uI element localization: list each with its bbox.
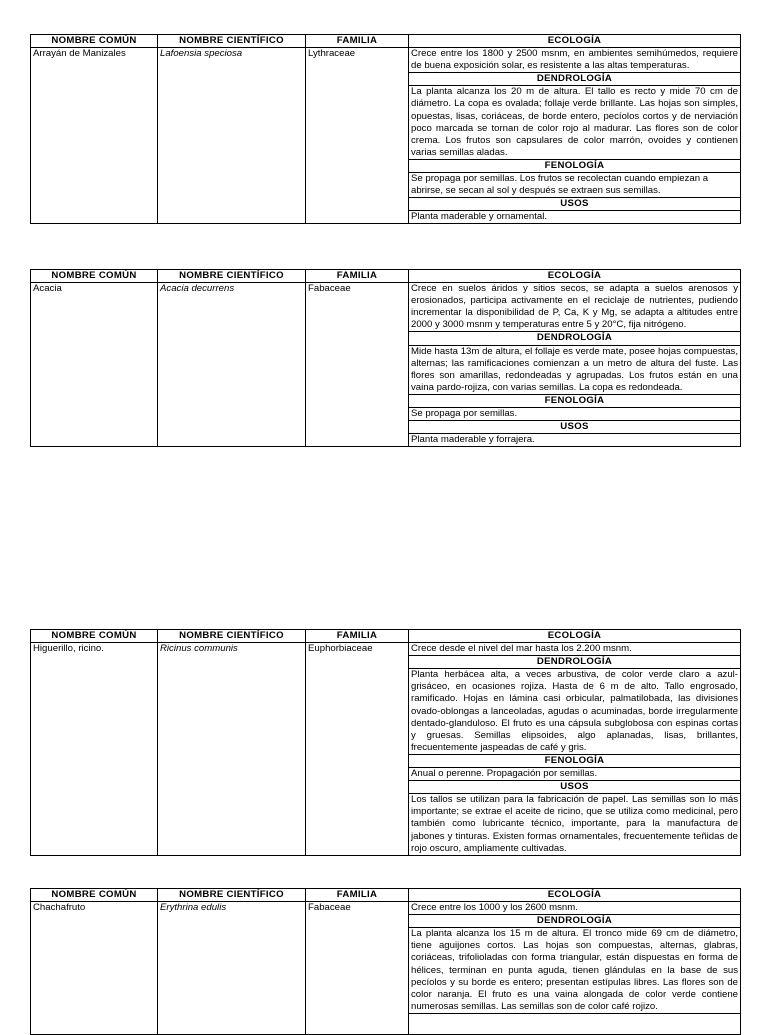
family: Lythraceae	[306, 48, 409, 224]
header-family: FAMILIA	[306, 889, 409, 902]
scientific-name: Lafoensia speciosa	[158, 48, 306, 224]
section-dendrology-title: DENDROLOGÍA	[409, 73, 741, 86]
header-row	[31, 889, 741, 902]
species-table-higuerillo	[30, 629, 741, 856]
phenology-text: Se propaga por semillas. Los frutos se recolectan cuando empiezan a abrirse, se secan al sol y después se extraen sus semillas.	[409, 173, 741, 198]
header-common-name: NOMBRE COMÚN	[31, 630, 158, 643]
ecology-row	[31, 643, 741, 656]
ecology-text: Crece desde el nivel del mar hasta los 2.200 msnm.	[409, 643, 741, 656]
header-row	[31, 630, 741, 643]
header-family: FAMILIA	[306, 270, 409, 283]
section-uses-title: USOS	[409, 781, 741, 794]
phenology-text: Anual o perenne. Propagación por semillas.	[409, 768, 741, 781]
ecology-text: Crece en suelos áridos y sitios secos, se adapta a suelos arenosos y erosionados, participa activamente en el reciclaje de nutrientes, pudiendo incrementar la disponibilidad de P, Ca, K y Mg, se adapta a altitudes entre 2000 y 3000 msnm y temperaturas entre 5 y 20°C, fija nitrógeno.	[409, 283, 741, 332]
section-phenology-title: FENOLOGÍA	[409, 159, 741, 172]
section-dendrology-title: DENDROLOGÍA	[409, 332, 741, 345]
section-uses-title: USOS	[409, 198, 741, 211]
common-name: Arrayán de Manizales	[31, 48, 158, 224]
family: Fabaceae	[306, 283, 409, 447]
uses-text: Los tallos se utilizan para la fabricación de papel. Las semillas son lo más importante; se extrae el aceite de ricino, que se utiliza como medicinal, pero también como lubricante técnico, importante, para la manufactura de jabones y tinturas. Existen formas ornamentales, frecuentemente teñidas de rojo oscuro, ampliamente cultivadas.	[409, 794, 741, 855]
family: Fabaceae	[306, 902, 409, 1035]
dendrology-text: La planta alcanza los 20 m de altura. El tallo es recto y mide 70 cm de diámetro. La copa es ovalada; follaje verde brillante. Las hojas son simples, opuestas, lisas, coriáceas, de borde entero, pecíolos cortos y de nerviación poco marcada se tornan de color rojo al madurar. Las flores son de color crema. Los frutos son capsulares de color marrón, ovoides y contienen varias semillas aladas.	[409, 86, 741, 160]
header-family: FAMILIA	[306, 630, 409, 643]
header-common-name: NOMBRE COMÚN	[31, 270, 158, 283]
common-name: Higuerillo, ricino.	[31, 643, 158, 856]
section-ecology-title: ECOLOGÍA	[409, 270, 741, 283]
section-uses-title: USOS	[409, 421, 741, 434]
section-ecology-title: ECOLOGÍA	[409, 889, 741, 902]
header-common-name: NOMBRE COMÚN	[31, 35, 158, 48]
header-family: FAMILIA	[306, 35, 409, 48]
section-dendrology-title: DENDROLOGÍA	[409, 656, 741, 669]
ecology-row	[31, 48, 741, 73]
header-scientific-name: NOMBRE CIENTÍFICO	[158, 630, 306, 643]
scientific-name: Acacia decurrens	[158, 283, 306, 447]
section-ecology-title: ECOLOGÍA	[409, 35, 741, 48]
ecology-text: Crece entre los 1000 y los 2600 msnm.	[409, 902, 741, 915]
section-phenology-title: FENOLOGÍA	[409, 754, 741, 767]
uses-text: Planta maderable y ornamental.	[409, 211, 741, 224]
species-table-acacia	[30, 269, 741, 447]
header-scientific-name: NOMBRE CIENTÍFICO	[158, 889, 306, 902]
header-scientific-name: NOMBRE CIENTÍFICO	[158, 270, 306, 283]
family: Euphorbiaceae	[306, 643, 409, 856]
ecology-row	[31, 283, 741, 332]
species-table-chachafruto	[30, 888, 741, 1035]
common-name: Acacia	[31, 283, 158, 447]
dendrology-text: Mide hasta 13m de altura, el follaje es verde mate, posee hojas compuestas, alternas; las ramificaciones comienzan a un metro de altura del fuste. Las flores son amarillas, redondeadas y agrupadas. Los frutos están en una vaina pardo-rojiza, con varias semillas. La copa es redondeada.	[409, 345, 741, 394]
scientific-name: Erythrina edulis	[158, 902, 306, 1035]
ecology-row	[31, 902, 741, 915]
dendrology-text: Planta herbácea alta, a veces arbustiva, de color verde claro a azul-grisáceo, en ocasiones rojiza. Hasta de 6 m de alto. Tallo engrosado, ramificado. Hojas en lámina casi orbicular, palmatilobada, las divisiones ovado-oblongas a lanceoladas, agudas o acuminadas, borde irregularmente dentado-glanduloso. El fruto es una cápsula subglobosa con espinas cortas y gruesas. Semillas elipsoides, algo aplanadas, lisas, brillantes, frecuentemente jaspeadas de café y gris.	[409, 669, 741, 755]
phenology-text: Se propaga por semillas.	[409, 408, 741, 421]
header-common-name: NOMBRE COMÚN	[31, 889, 158, 902]
common-name: Chachafruto	[31, 902, 158, 1035]
section-ecology-title: ECOLOGÍA	[409, 630, 741, 643]
header-row	[31, 35, 741, 48]
species-table-arrayan	[30, 34, 741, 224]
ecology-text: Crece entre los 1800 y 2500 msnm, en ambientes semihúmedos, requiere de buena exposición solar, es resistente a las altas temperaturas.	[409, 48, 741, 73]
section-dendrology-title: DENDROLOGÍA	[409, 915, 741, 928]
scientific-name: Ricinus communis	[158, 643, 306, 856]
uses-text: Planta maderable y forrajera.	[409, 434, 741, 447]
header-scientific-name: NOMBRE CIENTÍFICO	[158, 35, 306, 48]
header-row	[31, 270, 741, 283]
section-phenology-title: FENOLOGÍA	[409, 394, 741, 407]
dendrology-text: La planta alcanza los 15 m de altura. El tronco mide 69 cm de diámetro, tiene aguijones cortos. Las hojas son compuestas, alternas, glabras, coriáceas, trifolioladas con forma triangular, están dispuestas en forma de hélices, terminan en punta aguda, tienen glándulas en la base de sus pecíolos y su borde es entero; presentan estípulas libres. Las flores son de color naranja. El fruto es una vaina alongada de color verde contiene numerosas semillas. Las semillas son de color café rojizo.	[409, 928, 741, 1014]
